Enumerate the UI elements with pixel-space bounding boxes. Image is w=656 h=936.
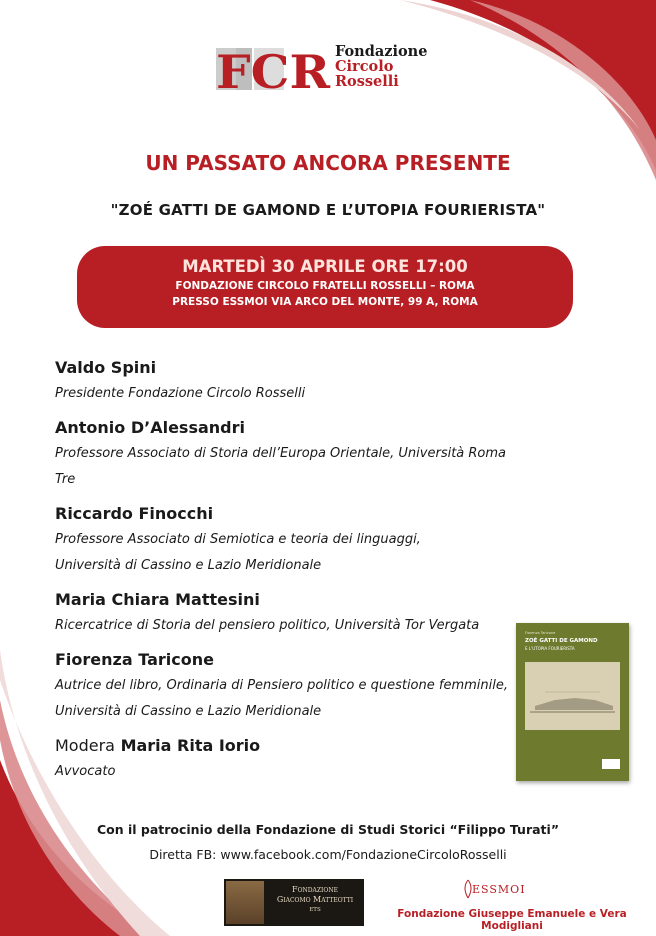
matteotti-line-3: ETS <box>309 907 321 913</box>
facebook-stream-link[interactable]: Diretta FB: www.facebook.com/FondazioneCircoloRosselli <box>149 847 507 862</box>
moderator-label: Modera <box>55 736 115 755</box>
speaker-role: Presidente Fondazione Circolo Rosselli <box>55 386 306 401</box>
logo-line-1: Fondazione <box>335 43 428 60</box>
book-title <box>525 638 598 652</box>
speaker-name: Valdo Spini <box>55 358 157 377</box>
patronage-note: Con il patrocinio della Fondazione di Studi Storici “Filippo Turati” <box>96 822 560 837</box>
logo-line-3: Rosselli <box>335 73 399 90</box>
moderator-item <box>55 733 525 785</box>
matteotti-logo-text <box>268 885 362 915</box>
matteotti-line-1: Fondazione <box>292 885 338 894</box>
speaker-role: Professore Associato di Storia dell’Europa Orientale, Università Roma Tre <box>55 446 507 487</box>
speaker-name: Maria Chiara Mattesini <box>55 590 260 609</box>
matteotti-portrait-icon <box>226 881 264 924</box>
speaker-item <box>55 647 525 725</box>
modigliani-foundation-logo <box>372 877 652 932</box>
matteotti-foundation-logo <box>224 879 364 926</box>
moderator-role: Avvocato <box>55 764 116 779</box>
event-subtitle: "ZOÉ GATTI DE GAMOND E L’UTOPIA FOURIERISTA" <box>110 201 546 219</box>
speaker-role: Università di Cassino e Lazio Meridionale <box>55 704 322 719</box>
event-date-banner <box>77 246 573 328</box>
moderator-heading <box>55 733 525 759</box>
speaker-name: Riccardo Finocchi <box>55 504 214 523</box>
speaker-item <box>55 501 525 579</box>
speaker-role: Università di Cassino e Lazio Meridionale <box>55 558 322 573</box>
speaker-name: Antonio D’Alessandri <box>55 418 245 437</box>
fcr-logo-mark <box>214 44 332 92</box>
moderator-name: Maria Rita Iorio <box>120 736 261 755</box>
book-author: Fiorenza Taricone <box>525 631 556 635</box>
event-venue: FONDAZIONE CIRCOLO FRATELLI ROSSELLI – ROMA <box>175 280 475 292</box>
speaker-item <box>55 587 525 639</box>
essmoi-wordmark: ESSMOI <box>472 883 526 896</box>
matteotti-line-2: Giacomo Matteotti <box>276 895 354 904</box>
speaker-item <box>55 415 525 493</box>
book-cover <box>516 623 629 781</box>
book-title-line-2: E L’UTOPIA FOURIERISTA <box>525 646 575 651</box>
speaker-name: Fiorenza Taricone <box>55 650 214 669</box>
book-publisher-badge <box>602 759 620 769</box>
event-headline: UN PASSATO ANCORA PRESENTE <box>145 151 511 175</box>
modigliani-foundation-name: Fondazione Giuseppe Emanuele e Vera Modigliani <box>397 908 627 932</box>
logo-line-2: Circolo <box>335 58 394 75</box>
speaker-role: Ricercatrice di Storia del pensiero politico, Università Tor Vergata <box>55 618 480 633</box>
book-cover-illustration <box>525 662 620 730</box>
event-date: MARTEDÌ 30 APRILE ORE 17:00 <box>182 257 468 276</box>
speaker-list <box>55 355 525 793</box>
fcr-logo-letters: FCR <box>216 45 331 92</box>
fcr-logo <box>214 44 444 94</box>
event-address: PRESSO ESSMOI VIA ARCO DEL MONTE, 99 A, ROMA <box>172 296 478 308</box>
speaker-role: Professore Associato di Semiotica e teoria dei linguaggi, <box>55 532 421 547</box>
book-title-line-1: ZOÉ GATTI DE GAMOND <box>525 638 598 644</box>
speaker-item <box>55 355 525 407</box>
fcr-logo-text <box>335 44 427 89</box>
speaker-role: Autrice del libro, Ordinaria di Pensiero politico e questione femminile, <box>55 678 508 693</box>
